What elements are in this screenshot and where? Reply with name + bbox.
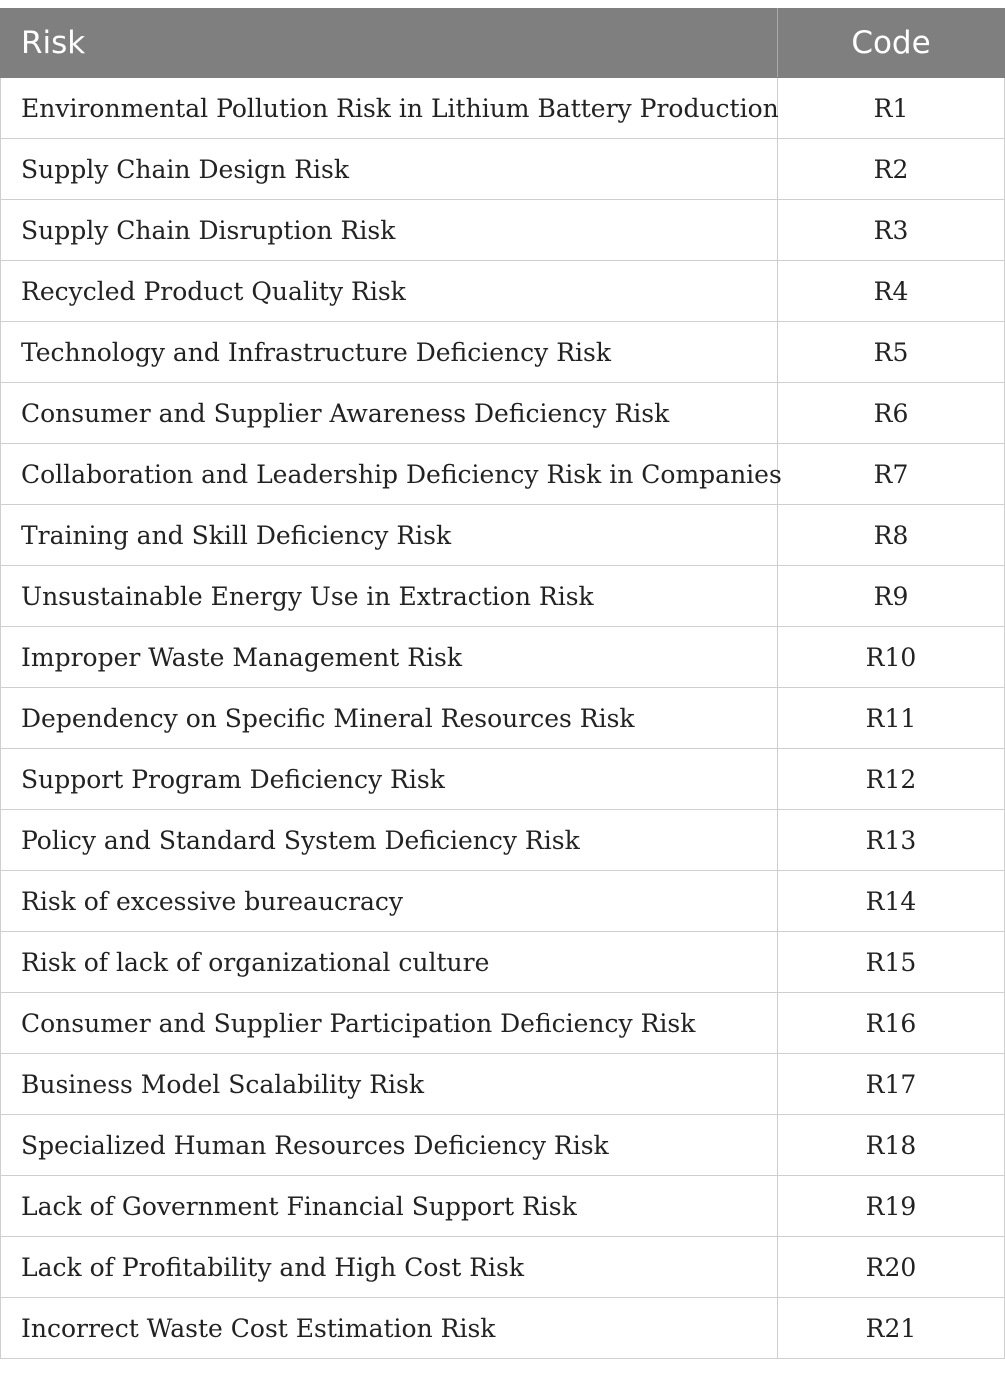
risk-code-cell: R19: [778, 1176, 1005, 1237]
header-row: [1, 9, 1005, 78]
risk-name-cell: Improper Waste Management Risk: [1, 627, 778, 688]
table-row: [1, 1176, 1005, 1237]
risk-name-cell: Incorrect Waste Cost Estimation Risk: [1, 1298, 778, 1359]
risk-table-container: [0, 8, 1004, 1359]
table-row: [1, 871, 1005, 932]
table-row: [1, 1298, 1005, 1359]
risk-code-cell: R14: [778, 871, 1005, 932]
risk-name-cell: Training and Skill Deficiency Risk: [1, 505, 778, 566]
risk-name-cell: Business Model Scalability Risk: [1, 1054, 778, 1115]
risk-code-cell: R21: [778, 1298, 1005, 1359]
table-row: [1, 322, 1005, 383]
table-row: [1, 810, 1005, 871]
risk-name-cell: Collaboration and Leadership Deficiency Risk in Companies: [1, 444, 778, 505]
risk-code-cell: R12: [778, 749, 1005, 810]
risk-name-cell: Risk of excessive bureaucracy: [1, 871, 778, 932]
risk-code-cell: R8: [778, 505, 1005, 566]
risk-code-cell: R15: [778, 932, 1005, 993]
risk-code-cell: R6: [778, 383, 1005, 444]
risk-name-cell: Risk of lack of organizational culture: [1, 932, 778, 993]
table-row: [1, 1054, 1005, 1115]
table-row: [1, 1237, 1005, 1298]
risk-code-cell: R7: [778, 444, 1005, 505]
risk-code-cell: R10: [778, 627, 1005, 688]
table-row: [1, 1115, 1005, 1176]
table-row: [1, 261, 1005, 322]
risk-code-cell: R11: [778, 688, 1005, 749]
table-row: [1, 932, 1005, 993]
risk-name-cell: Recycled Product Quality Risk: [1, 261, 778, 322]
table-row: [1, 566, 1005, 627]
risk-code-cell: R18: [778, 1115, 1005, 1176]
risk-name-cell: Consumer and Supplier Participation Deficiency Risk: [1, 993, 778, 1054]
risk-name-cell: Technology and Infrastructure Deficiency Risk: [1, 322, 778, 383]
risk-code-cell: R17: [778, 1054, 1005, 1115]
risk-code-cell: R5: [778, 322, 1005, 383]
table-row: [1, 444, 1005, 505]
column-header-risk: Risk: [1, 9, 778, 78]
risk-name-cell: Support Program Deficiency Risk: [1, 749, 778, 810]
risk-name-cell: Policy and Standard System Deficiency Risk: [1, 810, 778, 871]
risk-code-cell: R4: [778, 261, 1005, 322]
risk-code-cell: R9: [778, 566, 1005, 627]
risk-code-cell: R1: [778, 78, 1005, 139]
risk-table: [0, 8, 1005, 1359]
table-row: [1, 749, 1005, 810]
risk-name-cell: Environmental Pollution Risk in Lithium Battery Production: [1, 78, 778, 139]
risk-code-cell: R16: [778, 993, 1005, 1054]
risk-code-cell: R13: [778, 810, 1005, 871]
risk-name-cell: Consumer and Supplier Awareness Deficiency Risk: [1, 383, 778, 444]
table-row: [1, 200, 1005, 261]
table-body: [1, 78, 1005, 1359]
table-row: [1, 627, 1005, 688]
risk-code-cell: R3: [778, 200, 1005, 261]
risk-name-cell: Lack of Profitability and High Cost Risk: [1, 1237, 778, 1298]
table-row: [1, 383, 1005, 444]
table-row: [1, 505, 1005, 566]
risk-name-cell: Specialized Human Resources Deficiency Risk: [1, 1115, 778, 1176]
risk-name-cell: Dependency on Specific Mineral Resources Risk: [1, 688, 778, 749]
risk-name-cell: Lack of Government Financial Support Risk: [1, 1176, 778, 1237]
column-header-code: Code: [778, 9, 1005, 78]
table-header: [1, 9, 1005, 78]
risk-code-cell: R2: [778, 139, 1005, 200]
table-row: [1, 78, 1005, 139]
risk-name-cell: Supply Chain Disruption Risk: [1, 200, 778, 261]
risk-name-cell: Supply Chain Design Risk: [1, 139, 778, 200]
risk-code-cell: R20: [778, 1237, 1005, 1298]
risk-name-cell: Unsustainable Energy Use in Extraction Risk: [1, 566, 778, 627]
table-row: [1, 139, 1005, 200]
table-row: [1, 993, 1005, 1054]
table-row: [1, 688, 1005, 749]
